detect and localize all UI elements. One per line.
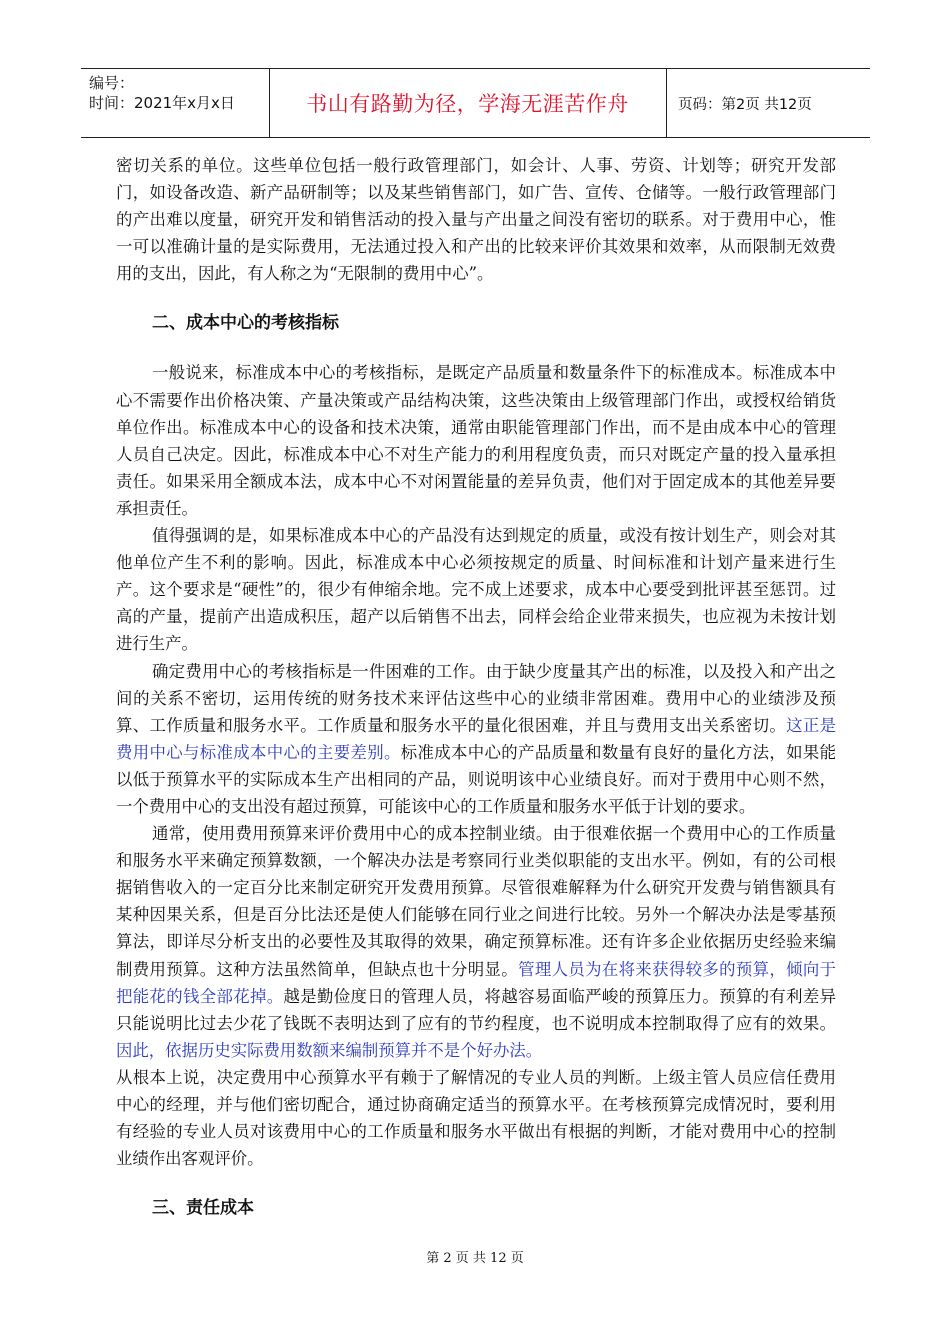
paragraph-text: 通常，使用费用预算来评价费用中心的成本控制业绩。由于很难依据一个费用中心的工作质量和服务水平来确定预算数额，一个解决办法是考察同行业类似职能的支出水平。例如，有的公司根据销售收入的一定百分比来制定研究开发费用预算。尽管很难解释为什么研究开发费与销售额具有某种因果关系，但是百分比法还是使人们能够在同行业之间进行比较。另外一个解决办法是零基预算法，即详尽分析支出的必要性及其取得的效果，确定预算标准。还有许多企业依据历史经验来编制费用预算。这种方法虽然简单，但缺点也十分明显。	[116, 824, 836, 979]
highlighted-text: 这正是费用中心与标准成本中心的主要差别。	[116, 715, 837, 762]
page-footer: 第 2 页 共 12 页	[426, 1251, 524, 1266]
header-motto-cell	[269, 69, 667, 137]
section-heading: 三、责任成本	[152, 1198, 254, 1219]
paragraph: 值得强调的是，如果标准成本中心的产品没有达到规定的质量，或没有按计划生产，则会对其他单位产生不利的影响。因此，标准成本中心必须按规定的质量、时间标准和计划产量来进行生产。这个要求是“硬性”的，很少有伸缩余地。完不成上述要求，成本中心要受到批评甚至惩罚。过高的产量，提前产出造成积压，超产以后销售不出去，同样会给企业带来损失，也应视为未按计划进行生产。	[116, 526, 836, 654]
paragraph-text: 确定费用中心的考核指标是一件困难的工作。由于缺少度量其产出的标准，以及投入和产出之间的关系不密切，运用传统的财务技术来评估这些中心的业绩非常困难。费用中心的业绩涉及预算、工作质量和服务水平。工作质量和服务水平的量化很困难，并且与费用支出关系密切。	[116, 661, 836, 735]
header-motto: 书山有路勤为径，学海无涯苦作舟	[306, 92, 629, 116]
paragraph-text: 越是勤俭度日的管理人员，将越容易面临严峻的预算压力。预算的有利差异只能说明比过去少花了钱既不表明达到了应有的节约程度，也不说明成本控制取得了应有的效果。	[116, 986, 837, 1033]
header-page-info: 页码：第2页 共12页	[678, 96, 812, 113]
paragraph	[116, 820, 836, 1064]
page-header	[81, 68, 870, 138]
header-page-cell	[666, 69, 870, 137]
document-body	[116, 152, 836, 1222]
section-heading: 二、成本中心的考核指标	[152, 313, 339, 334]
paragraph-text: 标准成本中心的产品质量和数量有良好的量化方法，如果能以低于预算水平的实际成本生产出相同的产品，则说明该中心业绩良好。而对于费用中心则不然，一个费用中心的支出没有超过预算，可能该中心的工作质量和服务水平低于计划的要求。	[116, 742, 837, 816]
document-date-label: 时间：2021年x月x日	[89, 94, 235, 112]
paragraph	[116, 658, 836, 821]
document-number-label: 编号：	[89, 74, 135, 92]
highlighted-text: 管理人员为在将来获得较多的预算，倾向于把能花的钱全部花掉。	[116, 959, 836, 1006]
paragraph: 从根本上说，决定费用中心预算水平有赖于了解情况的专业人员的判断。上级主管人员应信任费用中心的经理，并与他们密切配合，通过协商确定适当的预算水平。在考核预算完成情况时，要利用有经验的专业人员对该费用中心的工作质量和服务水平做出有根据的判断，才能对费用中心的控制业绩作出客观评价。	[116, 1067, 836, 1169]
header-meta-cell	[81, 69, 270, 137]
paragraph: 密切关系的单位。这些单位包括一般行政管理部门，如会计、人事、劳资、计划等；研究开发部门，如设备改造、新产品研制等；以及某些销售部门，如广告、宣传、仓储等。一般行政管理部门的产出难以度量，研究开发和销售活动的投入量与产出量之间没有密切的联系。对于费用中心，惟一可以准确计量的是实际费用，无法通过投入和产出的比较来评价其效果和效率，从而限制无效费用的支出，因此，有人称之为“无限制的费用中心”。	[116, 156, 836, 284]
highlighted-text: 因此，依据历史实际费用数额来编制预算并不是个好办法。	[116, 1040, 543, 1060]
paragraph: 一般说来，标准成本中心的考核指标，是既定产品质量和数量条件下的标准成本。标准成本中心不需要作出价格决策、产量决策或产品结构决策，这些决策由上级管理部门作出，或授权给销货单位作出。标准成本中心的设备和技术决策，通常由职能管理部门作出，而不是由成本中心的管理人员自己决定。因此，标准成本中心不对生产能力的利用程度负责，而只对既定产量的投入量承担责任。如果采用全额成本法，成本中心不对闲置能量的差异负责，他们对于固定成本的其他差异要承担责任。	[116, 363, 836, 518]
